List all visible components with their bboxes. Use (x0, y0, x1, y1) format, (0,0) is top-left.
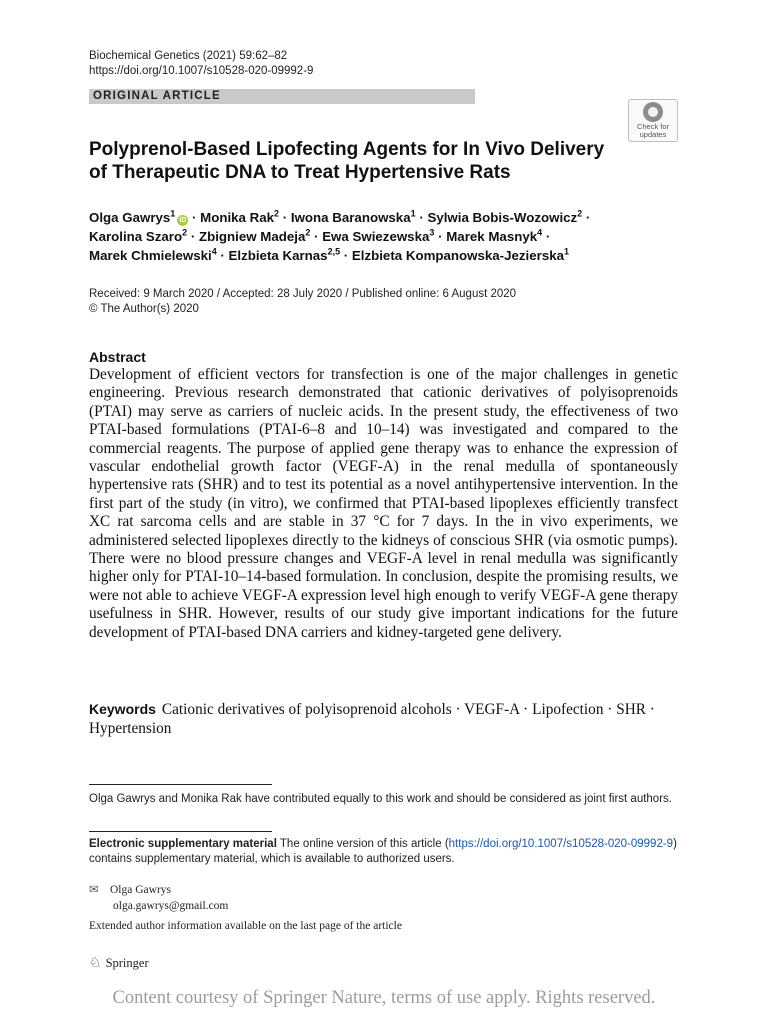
publication-dates (89, 287, 516, 317)
author-name: Monika Rak (200, 210, 275, 225)
equal-contribution-note: Olga Gawrys and Monika Rak have contributed equally to this work and should be considered as joint first authors. (89, 793, 672, 805)
journal-header (89, 49, 313, 79)
keywords (89, 700, 678, 738)
author-line-2: Karolina Szaro$^2$ · Zbigniew Madeja$^2$ · Ewa Swiezewska$^3$ · Marek Masnyk$^4$ · (89, 227, 551, 244)
author-name: Sylwia Bobis-Wozowicz (427, 210, 578, 225)
springer-horse-icon: ♘ (89, 956, 102, 971)
author-affiliation: 2 (274, 208, 280, 219)
author-name: Elzbieta Kompanowska-Jezierska (351, 248, 565, 263)
supplementary-material-note (89, 837, 678, 867)
crossmark-icon (643, 102, 663, 122)
author-affiliation: 4 (211, 246, 217, 257)
author-list (89, 208, 689, 265)
keywords-label: Keywords (89, 701, 156, 717)
author-affiliation: 2 (305, 227, 311, 238)
author-name: Zbigniew Madeja (198, 229, 306, 244)
footnote-divider (89, 831, 272, 832)
article-title (89, 138, 629, 184)
abstract-heading: Abstract (89, 349, 146, 365)
author-line-3: Marek Chmielewski$^4$ · Elzbieta Karnas$^{2,5}$ · Elzbieta Kompanowska-Jezierska$^1$ (89, 246, 570, 263)
journal-citation: Biochemical Genetics (2021) 59:62–82 (89, 50, 288, 62)
author-affiliation: 2 (182, 227, 188, 238)
envelope-icon: ✉ (89, 884, 99, 896)
date-history: Received: 9 March 2020 / Accepted: 28 July 2020 / Published online: 6 August 2020 (89, 288, 517, 300)
author-name: Ewa Swiezewska (322, 229, 430, 244)
journal-doi[interactable]: https://doi.org/10.1007/s10528-020-09992-9 (89, 65, 314, 77)
corresponding-email[interactable]: olga.gawrys@gmail.com (113, 900, 229, 912)
author-affiliation: 2 (577, 208, 583, 219)
esm-text-before: The online version of this article ( (279, 838, 449, 850)
corresponding-name: Olga Gawrys (110, 884, 171, 896)
esm-text-after: ) contains supplementary material, which is available to authorized users. (89, 838, 677, 865)
esm-link[interactable]: https://doi.org/10.1007/s10528-020-09992-9 (448, 838, 674, 850)
author-name: Marek Masnyk (446, 229, 538, 244)
extended-author-info: Extended author information available on the last page of the article (89, 920, 402, 932)
author-name: Karolina Szaro (89, 229, 183, 244)
check-for-updates-badge[interactable] (628, 99, 678, 142)
badge-line2: updates (639, 130, 667, 139)
author-affiliation: 4 (537, 227, 543, 238)
author-affiliation: 1 (410, 208, 416, 219)
author-name: Iwona Baranowska (290, 210, 411, 225)
author-name: Elzbieta Karnas (228, 248, 328, 263)
orcid-icon[interactable]: iD (179, 217, 187, 224)
publisher-logo (89, 955, 149, 972)
author-affiliation: 1 (170, 208, 176, 219)
title-line1: Polyprenol-Based Lipofecting Agents for In Vivo Delivery (89, 139, 605, 160)
footnote-divider (89, 784, 272, 785)
author-name: Marek Chmielewski (89, 248, 212, 263)
author-name: Olga Gawrys (89, 210, 171, 225)
author-line-1: Olga Gawrys$^1$iD · Monika Rak$^2$ · Iwona Baranowska$^1$ · Sylwia Bobis-Wozowicz$^2$ · (89, 208, 591, 225)
keywords-text: Cationic derivatives of polyisoprenoid alcohols · VEGF-A · Lipofection · SHR · Hypertension (89, 701, 655, 737)
author-affiliation: 2,5 (327, 246, 341, 257)
esm-label: Electronic supplementary material (89, 838, 277, 850)
publisher-name: Springer (105, 956, 149, 970)
abstract-text: Development of efficient vectors for transfection is one of the major challenges in genetic engineering. Previous research demonstrated that cationic derivatives of polyisoprenoids (PTAI) may serve as carriers of nucleic acids. In the present study, the effectiveness of two PTAI-based formulations (PTAI-6–8 and 10–14) was investigated and compared to the commercial reagents. The purpose of applied gene therapy was to enhance the expression of vascular endothelial growth factor (VEGF-A) in the renal medulla of spontaneously hypertensive rats (SHR) and to test its potential as a novel antihypertensive intervention. In the first part of the study (in vitro), we confirmed that PTAI-based lipoplexes efficiently transfect XC rat sarcoma cells and are stable in 37 °C for 7 days. In the in vivo experiments, we administered selected lipoplexes directly to the kidneys of conscious SHR (via osmotic pumps). There were no blood pressure changes and VEGF-A level in renal medulla was significantly higher only for PTAI-10–14-based formulation. In conclusion, despite the promising results, we were not able to achieve VEGF-A expression level high enough to verify VEGF-A gene therapy usefulness in SHR. However, results of our study give important indications for the future development of PTAI-based DNA carriers and kidney-targeted gene delivery. (89, 366, 678, 641)
copyright: © The Author(s) 2020 (89, 303, 199, 315)
courtesy-watermark: Content courtesy of Springer Nature, terms of use apply. Rights reserved. (112, 988, 656, 1008)
title-line2: of Therapeutic DNA to Treat Hypertensive Rats (89, 162, 511, 183)
corresponding-author (89, 882, 678, 914)
article-type-bar: ORIGINAL ARTICLE (89, 89, 475, 104)
badge-line1: Check for (636, 122, 670, 131)
author-affiliation: 1 (564, 246, 570, 257)
author-affiliation: 3 (429, 227, 435, 238)
